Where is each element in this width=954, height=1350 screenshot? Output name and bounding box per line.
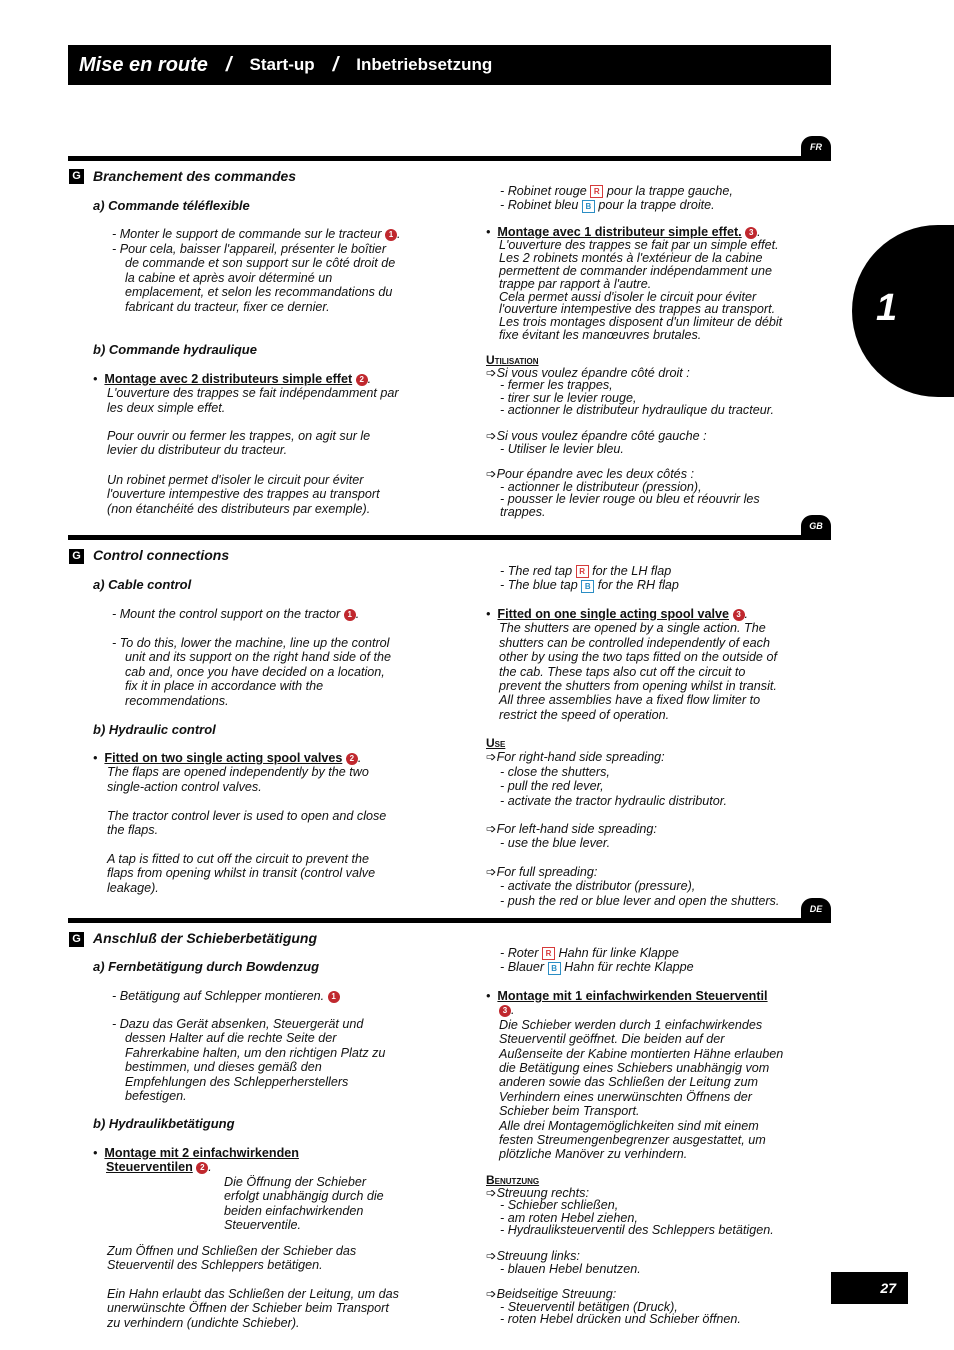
g-marker: G — [69, 932, 84, 947]
lang-tag-gb: GB — [801, 515, 831, 536]
lang-tag-de: DE — [801, 898, 831, 919]
step-a2-de: - Dazu das Gerät absenken, Steuergerät und dessen Halter auf die rechte Seite der Fahrerkabine halten, um den richtigen Platz zu bestimmen, und dieses gemäß den Empfehlungen des Schlepperherstellers befestigen. — [112, 1017, 386, 1104]
taps-gb: - The red tap R for the LH flap - The blue tap B for the RH flap — [500, 564, 679, 593]
arrow-icon: ➩ — [486, 750, 497, 765]
para-3-fr: Un robinet permet d'isoler le circuit pour éviter l'ouverture intempestive des trappes au transport (non étanchéité des distributeurs par exemple). — [107, 473, 380, 516]
red-tap-icon: R — [576, 565, 589, 578]
marker-3: 3 — [733, 609, 745, 621]
title-separator: / — [332, 53, 339, 76]
section-rule — [68, 156, 831, 161]
para-3-de: Ein Hahn erlaubt das Schließen der Leitung, um das unerwünschte Öffnen der Schieber beim Transport zu verhindern (undichte Schieber). — [107, 1287, 399, 1330]
title-en: Start-up — [249, 55, 315, 74]
marker-3: 3 — [745, 227, 757, 239]
marker-2: 2 — [196, 1162, 208, 1174]
para-3-gb: A tap is fitted to cut off the circuit to prevent the flaps from opening whilst in transit (control valve leakage). — [107, 852, 376, 895]
montage-1-gb: • Fitted on one single acting spool valve 3 . The shutters are opened by a single action. The shutters can be controlled independently of each other by using the two taps fitted on the outside of the cab. These taps also cut off the circuit to prevent the shutters from opening whilst in transit. All three assemblies have a fixed flow limiter to restrict the speed of operation. — [486, 607, 777, 722]
title-fr: Mise en route — [79, 53, 208, 76]
blue-tap-icon: B — [581, 580, 594, 593]
section-title-gb: Control connections — [93, 547, 230, 563]
arrow-icon: ➩ — [486, 822, 497, 837]
subsection-a-de: a) Fernbetätigung durch Bowdenzug — [93, 959, 320, 974]
montage-1-fr: • Montage avec 1 distributeur simple effet. 3 . L'ouverture des trappes se fait par un simple effet. Les 2 robinets montés à l'extérieur de la cabine permettent de commander indépendamment une trappe par rapport à l'autre. Cela permet aussi d'isoler le circuit pour éviter l'ouverture intempestive des trappes au transport. Les trois montages disposent d'un limiteur de débit fixe évitant les manœuvres brutales. — [486, 225, 783, 343]
marker-2: 2 — [356, 374, 368, 386]
usage-heading-gb: Use — [486, 736, 506, 750]
subsection-a-fr: a) Commande téléflexible — [93, 198, 250, 213]
marker-2: 2 — [346, 753, 358, 765]
g-marker: G — [69, 549, 84, 564]
usage-heading-de: Benutzung — [486, 1173, 540, 1187]
section-title-de: Anschluß der Schieberbetätigung — [93, 930, 318, 946]
taps-de: - Roter R Hahn für linke Klappe - Blauer B Hahn für rechte Klappe — [500, 946, 694, 975]
lang-tag-fr: FR — [801, 136, 831, 157]
montage-2-gb: • Fitted on two single acting spool valves 2 . The flaps are opened independently by the two single-action control valves. — [93, 751, 369, 794]
arrow-icon: ➩ — [486, 365, 497, 380]
red-tap-icon: R — [542, 947, 555, 960]
page-number: 27 — [831, 1272, 908, 1304]
taps-fr: - Robinet rouge R pour la trappe gauche, - Robinet bleu B pour la trappe droite. — [500, 184, 733, 213]
arrow-icon: ➩ — [486, 428, 497, 443]
red-tap-icon: R — [590, 185, 603, 198]
marker-1: 1 — [344, 609, 356, 621]
g-marker: G — [69, 169, 84, 184]
montage-1-de: • Montage mit 1 einfachwirkenden Steuerventil 3 . Die Schieber werden durch 1 einfachwirkendes Steuerventil geöffnet. Die beiden auf der Außenseite der Kabine montierten Hähne erlauben die Betätigung eines Schiebers unabhängig vom anderen sowie das Schließen der Leitung zum Verhindern eines unerwünschten Öffnens der Schieber beim Transport. Alle drei Montagemöglichkeiten sind mit einem festen Streumengenbegrenzer ausgestattet, um plötzliche Manöver zu verhindern. — [486, 989, 784, 1162]
usage-gb: Use ➩For right-hand side spreading: - close the shutters, - pull the red lever, - activate the tractor hydraulic distributor. ➩For left-hand side spreading: - use the blue lever. ➩For full spreading: - activate the distributor (pressure), - push the red or blue lever and open the shutters. — [486, 736, 811, 908]
montage-2-de: • Montage mit 2 einfachwirkenden Steuerventilen 2 . Die Öffnung der Schieber erfolgt unabhängig durch die beiden einfachwirkenden Steuerventile. — [93, 1146, 384, 1233]
marker-1: 1 — [328, 991, 340, 1003]
usage-heading-fr: Utilisation — [486, 353, 539, 367]
step-a1-fr: - Monter le support de commande sur le tracteur 1 . — [112, 227, 401, 241]
marker-3: 3 — [499, 1005, 511, 1017]
step-a1-gb: - Mount the control support on the tractor 1 . — [112, 607, 360, 621]
subsection-a-gb: a) Cable control — [93, 577, 192, 592]
arrow-icon: ➩ — [486, 1185, 497, 1200]
marker-1: 1 — [385, 229, 397, 241]
step-a2-gb: - To do this, lower the machine, line up the control unit and its support on the right hand side of the cab and, once you have decided on a location, fix it in place in accordance with the recommendations. — [112, 636, 392, 708]
blue-tap-icon: B — [548, 962, 561, 975]
subsection-b-de: b) Hydraulikbetätigung — [93, 1116, 235, 1131]
arrow-icon: ➩ — [486, 1248, 497, 1263]
para-2-fr: Pour ouvrir ou fermer les trappes, on agit sur le levier du distributeur du tracteur. — [107, 429, 371, 458]
section-rule — [68, 535, 831, 540]
montage-2-fr: • Montage avec 2 distributeurs simple effet 2 . L'ouverture des trappes se fait indépendamment par les deux simple effet. — [93, 372, 399, 415]
section-title-fr: Branchement des commandes — [93, 168, 297, 184]
chapter-tab — [852, 225, 954, 397]
para-2-gb: The tractor control lever is used to open and close the flaps. — [107, 809, 387, 838]
usage-fr: Utilisation ➩Si vous voulez épandre côté droit : - fermer les trappes, - tirer sur le levier rouge, - actionner le distributeur hydraulique du tracteur. ➩Si vous voulez épandre côté gauche : - Utiliser le levier bleu. ➩Pour épandre avec les deux côtés : - actionner le distributeur (pression), - pousser le levier rouge ou bleu et réouvrir les trappes. — [486, 354, 806, 519]
chapter-number: 1 — [876, 287, 898, 329]
usage-de: Benutzung ➩Streuung rechts: - Schieber schließen, - am roten Hebel ziehen, - Hydrauliksteuerventil des Schleppers betätigen. ➩Streuung links: - blauen Hebel benutzen. ➩Beidseitige Streuung: - Steuerventil betätigen (Druck), - roten Hebel drücken und Schieber öffnen. — [486, 1174, 811, 1326]
step-a1-de: - Betätigung auf Schlepper montieren. 1 — [112, 989, 432, 1003]
arrow-icon: ➩ — [486, 864, 497, 879]
section-rule — [68, 918, 831, 923]
arrow-icon: ➩ — [486, 1287, 497, 1302]
title-separator: / — [225, 53, 232, 76]
title-de: Inbetriebsetzung — [356, 55, 493, 74]
header-bar — [68, 45, 831, 85]
subsection-b-gb: b) Hydraulic control — [93, 722, 216, 737]
para-2-de: Zum Öffnen und Schließen der Schieber das Steuerventil des Schleppers betätigen. — [107, 1244, 357, 1273]
blue-tap-icon: B — [582, 200, 595, 213]
subsection-b-fr: b) Commande hydraulique — [93, 342, 257, 357]
arrow-icon: ➩ — [486, 467, 497, 482]
step-a2-fr: - Pour cela, baisser l'appareil, présenter le boîtier de commande et son support sur le côté droit de la cabine et après avoir déterminé un emplacement, et selon les recommandations du fabricant du tracteur, fixer ce dernier. — [112, 242, 396, 314]
